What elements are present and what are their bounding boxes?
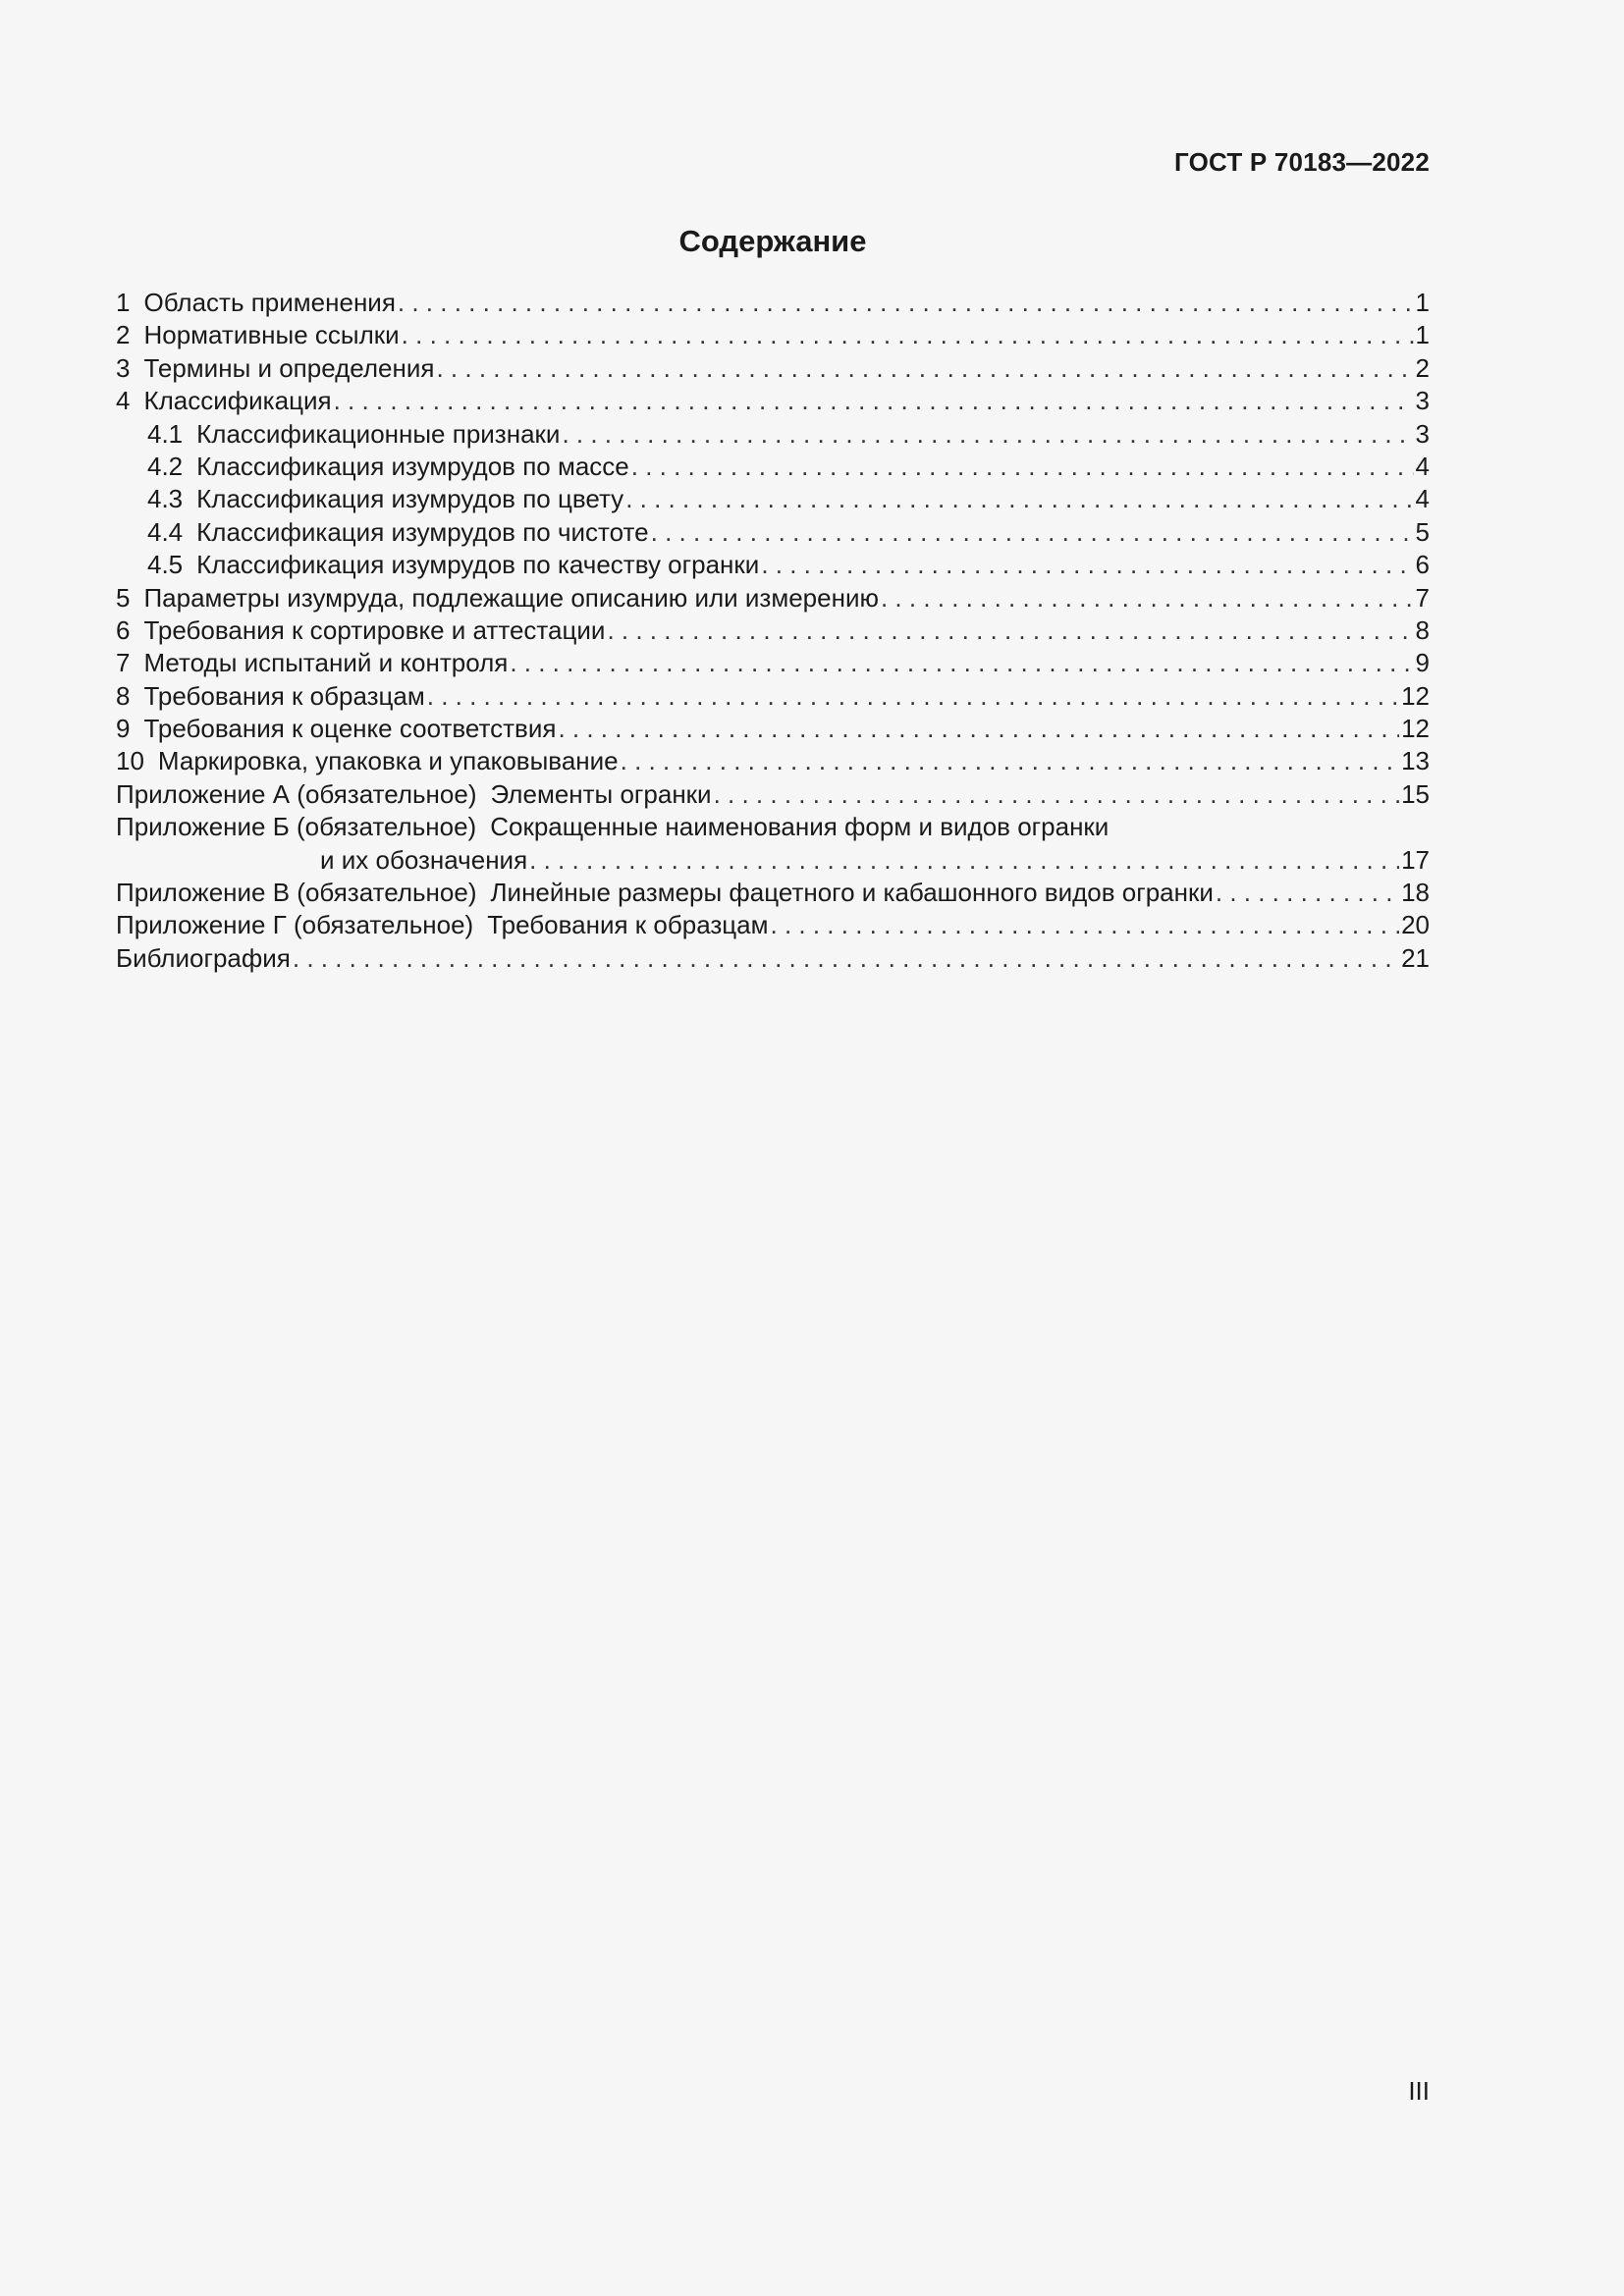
dot-leader — [427, 680, 1399, 713]
toc-entry-title: Сокращенные наименования форм и видов огранки — [490, 812, 1110, 842]
dot-leader — [510, 647, 1413, 679]
dot-leader — [621, 745, 1399, 777]
dot-leader — [293, 942, 1399, 975]
toc-entry-number: 4.5 — [147, 550, 184, 580]
toc-entry-title: Библиография — [116, 942, 291, 973]
toc-entry-page: 5 — [1415, 516, 1430, 547]
toc-entry-page: 6 — [1415, 550, 1430, 580]
toc-entry-page: 13 — [1401, 746, 1430, 776]
toc-entry-appendix-v[interactable] — [116, 877, 1430, 909]
toc-entry-4-3[interactable] — [116, 483, 1430, 515]
toc-entry-page: 4 — [1415, 451, 1430, 481]
toc-entry-page: 8 — [1415, 614, 1430, 645]
dot-leader — [1216, 877, 1399, 909]
toc-entry-number: 10 — [116, 746, 144, 776]
dot-leader — [562, 418, 1413, 451]
toc-entry-4-4[interactable] — [116, 516, 1430, 549]
toc-entry-title: Линейные размеры фацетного и кабашонного видов огранки — [490, 878, 1214, 908]
toc-entry-3[interactable] — [116, 352, 1430, 385]
toc-entry-number: 4.4 — [147, 516, 184, 547]
appendix-prefix: Приложение В (обязательное) — [116, 878, 477, 908]
toc-entry-4-2[interactable] — [116, 451, 1430, 483]
toc-entry-title: Маркировка, упаковка и упаковывание — [157, 746, 619, 776]
toc-entry-title: Классификация — [143, 386, 332, 416]
toc-entry-page: 17 — [1401, 844, 1430, 875]
toc-entry-title: Нормативные ссылки — [143, 320, 400, 350]
toc-entry-10[interactable] — [116, 745, 1430, 777]
dot-leader — [529, 844, 1399, 877]
dot-leader — [631, 451, 1414, 483]
toc-entry-title: Требования к образцам — [487, 910, 769, 940]
toc-entry-appendix-b[interactable] — [116, 811, 1430, 843]
toc-entry-page: 1 — [1415, 320, 1430, 350]
toc-entry-page: 7 — [1415, 582, 1430, 613]
toc-entry-title: Требования к оценке соответствия — [143, 714, 557, 744]
toc-entry-page: 20 — [1401, 910, 1430, 940]
page-number: III — [1408, 2076, 1430, 2106]
toc-entry-title: Классификация изумрудов по массе — [196, 451, 629, 481]
toc-entry-number: 5 — [116, 582, 131, 613]
toc-entry-9[interactable] — [116, 713, 1430, 745]
toc-entry-page: 2 — [1415, 352, 1430, 383]
toc-entry-number: 4.2 — [147, 451, 184, 481]
dot-leader — [881, 582, 1414, 614]
toc-entry-2[interactable] — [116, 319, 1430, 351]
toc-entry-page: 12 — [1401, 680, 1430, 711]
toc-entry-title: Термины и определения — [143, 352, 435, 383]
toc-entry-title: Элементы огранки — [490, 778, 712, 809]
appendix-prefix: Приложение Б (обязательное) — [116, 812, 477, 842]
toc-entry-number: 4.3 — [147, 484, 184, 514]
dot-leader — [402, 319, 1414, 351]
dot-leader — [398, 287, 1414, 319]
toc-entry-bibliography[interactable] — [116, 942, 1430, 975]
toc-entry-title: Классификация изумрудов по качеству огранки — [196, 550, 760, 580]
toc-entry-number: 6 — [116, 614, 131, 645]
toc-entry-title: Классификационные признаки — [196, 418, 561, 449]
toc-entry-title-continuation: и их обозначения — [320, 844, 528, 875]
dot-leader — [558, 713, 1399, 745]
toc-entry-title: Требования к сортировке и аттестации — [143, 614, 606, 645]
toc-entry-page: 4 — [1415, 484, 1430, 514]
table-of-contents — [116, 287, 1430, 975]
toc-entry-page: 9 — [1415, 648, 1430, 678]
dot-leader — [334, 385, 1414, 417]
toc-entry-number: 2 — [116, 320, 131, 350]
toc-entry-appendix-b-continuation[interactable] — [116, 844, 1430, 877]
toc-entry-page: 3 — [1415, 418, 1430, 449]
toc-entry-page: 18 — [1401, 878, 1430, 908]
toc-entry-title: Классификация изумрудов по чистоте — [196, 516, 649, 547]
toc-entry-7[interactable] — [116, 647, 1430, 679]
dot-leader — [761, 549, 1413, 581]
toc-entry-6[interactable] — [116, 614, 1430, 647]
toc-entry-page: 12 — [1401, 714, 1430, 744]
appendix-prefix: Приложение А (обязательное) — [116, 778, 477, 809]
toc-entry-title: Параметры изумруда, подлежащие описанию или измерению — [143, 582, 879, 613]
toc-entry-title: Методы испытаний и контроля — [143, 648, 509, 678]
toc-entry-appendix-g[interactable] — [116, 909, 1430, 941]
toc-entry-number: 4 — [116, 386, 131, 416]
toc-entry-title: Требования к образцам — [143, 680, 425, 711]
toc-entry-5[interactable] — [116, 582, 1430, 614]
toc-entry-title: Классификация изумрудов по цвету — [196, 484, 624, 514]
toc-entry-page: 15 — [1401, 778, 1430, 809]
toc-entry-4-5[interactable] — [116, 549, 1430, 581]
toc-entry-8[interactable] — [116, 680, 1430, 713]
dot-leader — [436, 352, 1413, 385]
toc-entry-page: 1 — [1415, 288, 1430, 317]
toc-title: Содержание — [678, 224, 867, 258]
toc-entry-page: 21 — [1401, 942, 1430, 973]
appendix-prefix: Приложение Г (обязательное) — [116, 910, 474, 940]
toc-entry-appendix-a[interactable] — [116, 778, 1430, 811]
toc-entry-page: 3 — [1415, 386, 1430, 416]
dot-leader — [714, 778, 1400, 811]
toc-entry-number: 1 — [116, 288, 131, 317]
dot-leader — [771, 909, 1400, 941]
toc-entry-number: 3 — [116, 352, 131, 383]
dot-leader — [607, 614, 1413, 647]
toc-entry-title: Область применения — [143, 288, 396, 317]
toc-entry-1[interactable] — [116, 287, 1430, 319]
toc-entry-number: 8 — [116, 680, 131, 711]
dot-leader — [625, 483, 1413, 515]
toc-entry-4[interactable] — [116, 385, 1430, 417]
toc-entry-number: 9 — [116, 714, 131, 744]
dot-leader — [651, 516, 1414, 549]
toc-entry-number: 7 — [116, 648, 131, 678]
toc-entry-4-1[interactable] — [116, 418, 1430, 451]
toc-entry-number: 4.1 — [147, 418, 184, 449]
document-code: ГОСТ Р 70183—2022 — [1174, 147, 1430, 177]
